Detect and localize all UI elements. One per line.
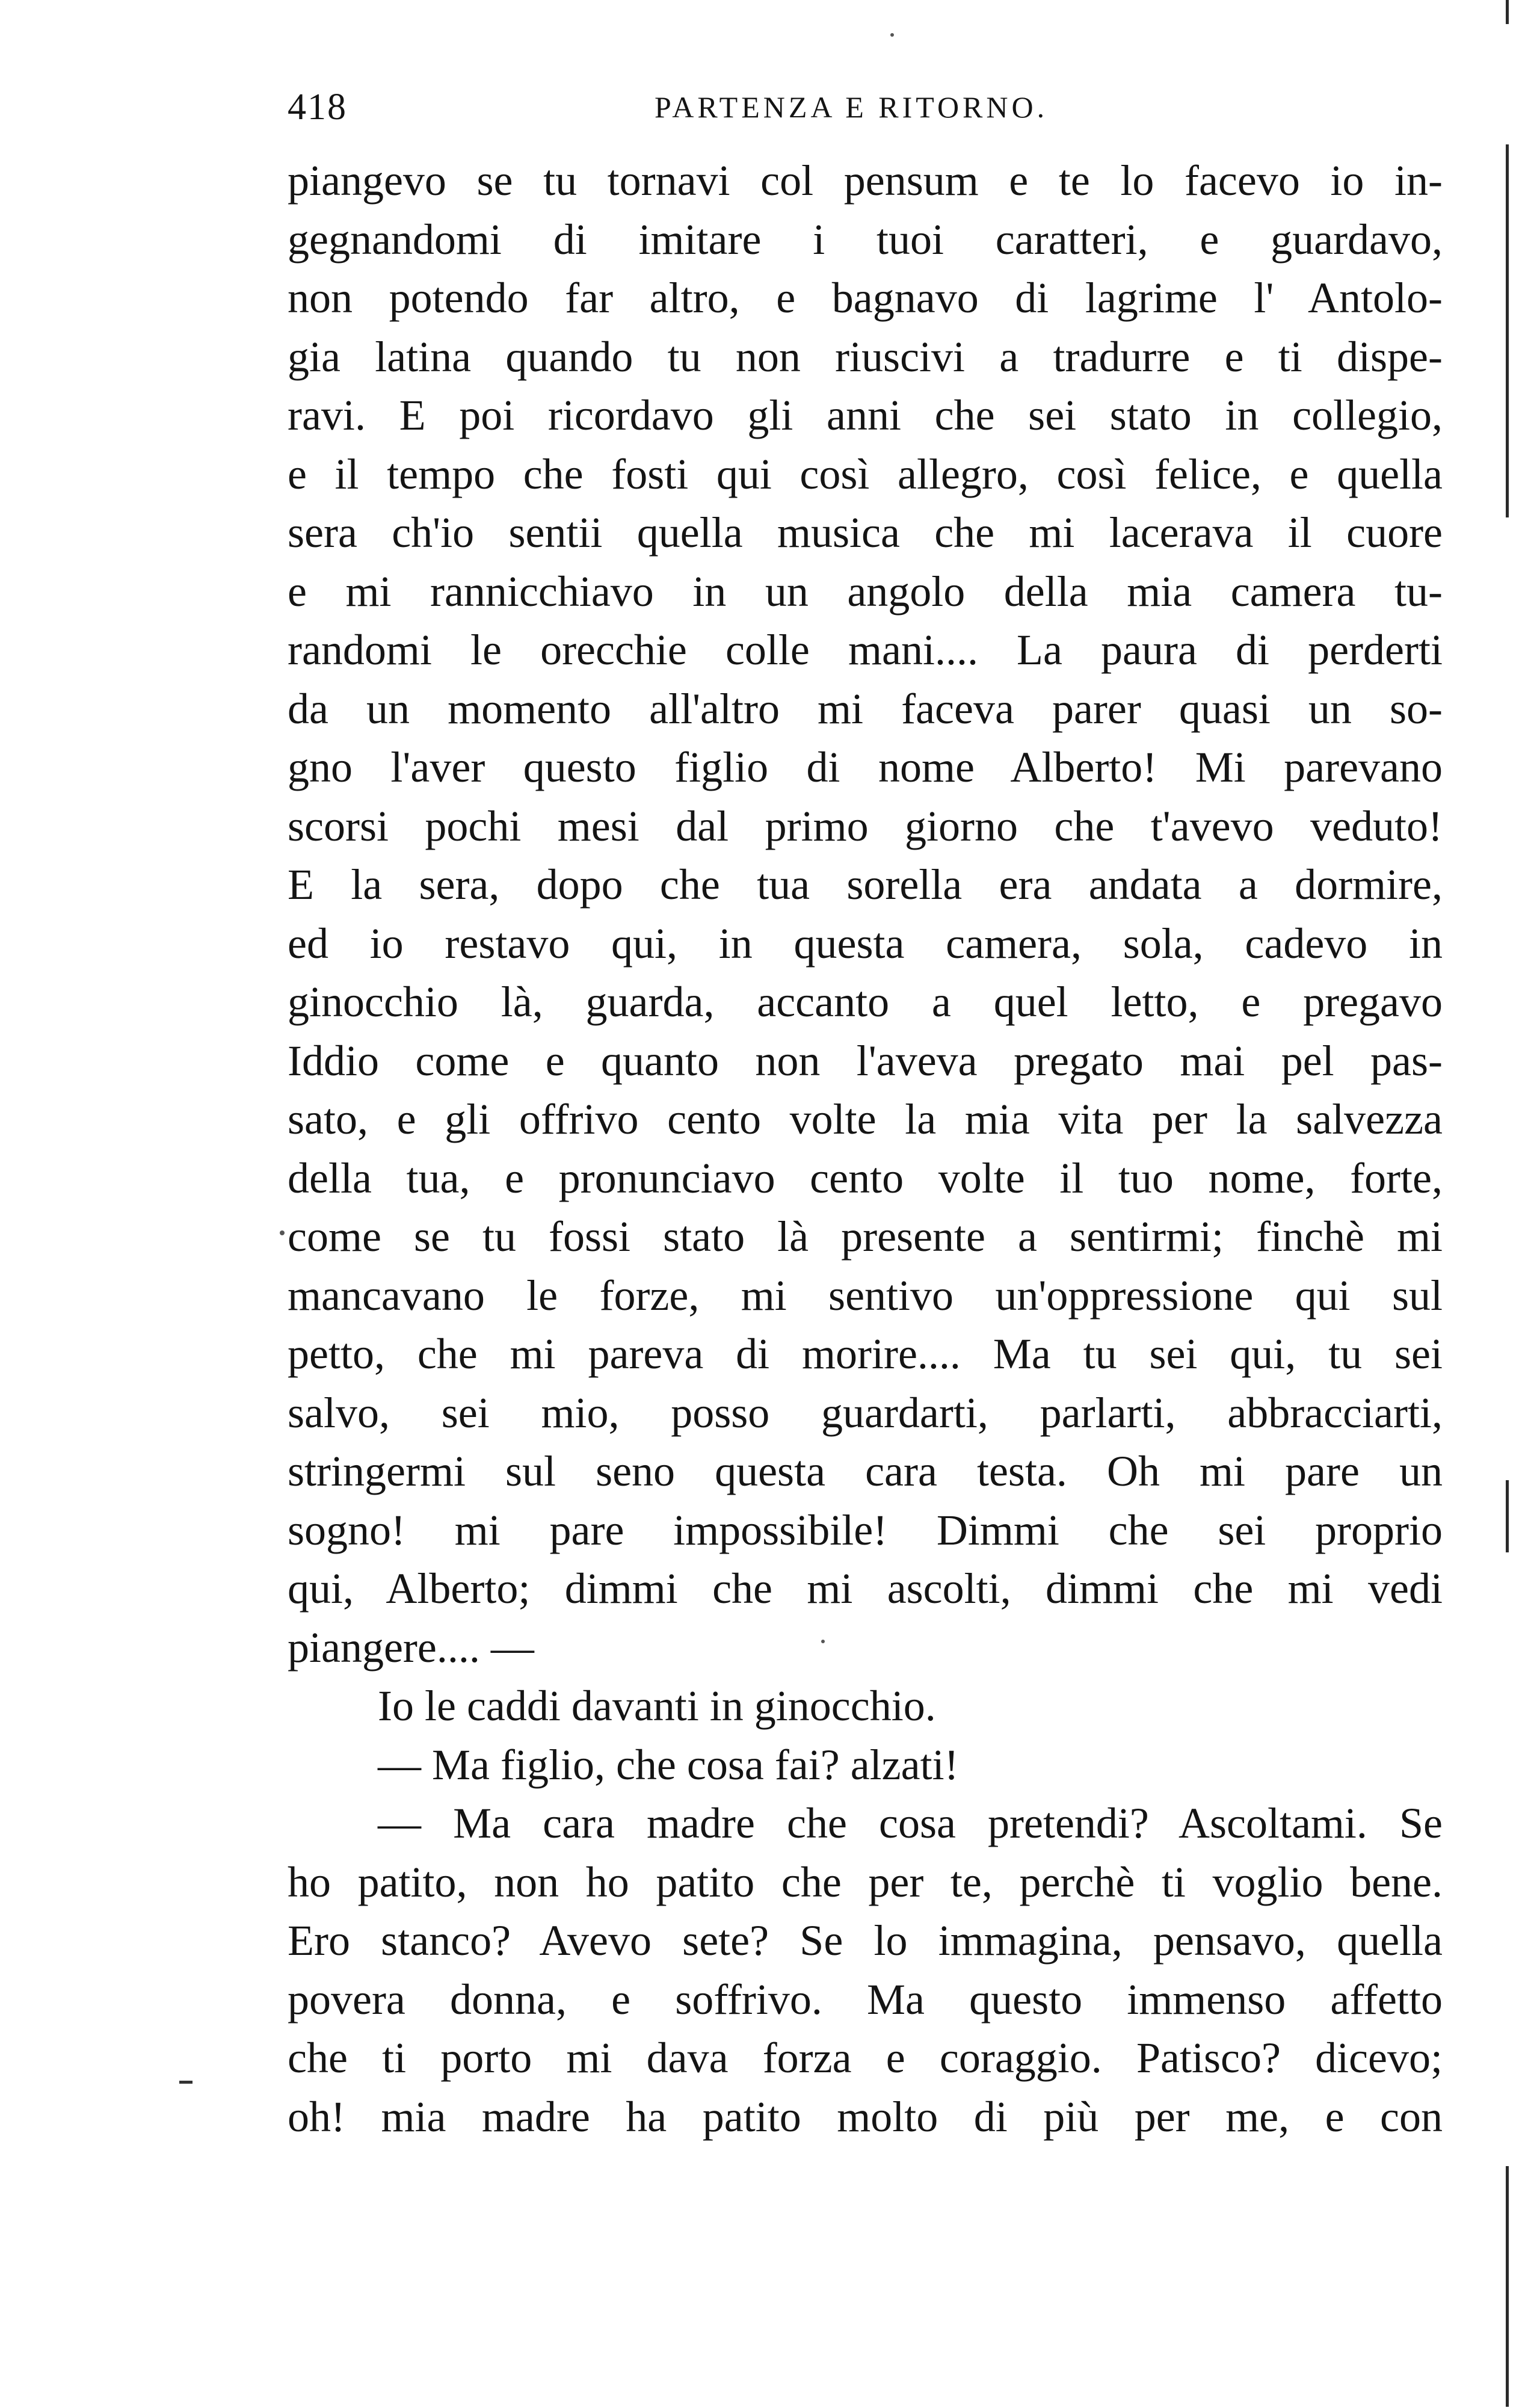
scan-stray-mark (280, 1230, 285, 1235)
text-line: Io le caddi davanti in ginocchio. (378, 1682, 936, 1730)
text-line: e mi rannicchiavo in un angolo della mia camera tu- (288, 567, 1443, 616)
text-line: qui, Alberto; dimmi che mi ascolti, dimmi che mi vedi (288, 1564, 1443, 1613)
page-header (288, 77, 1443, 137)
text-line: ravi. E poi ricordavo gli anni che sei stato in collegio, (288, 391, 1443, 439)
text-line: piangevo se tu tornavi col pensum e te lo facevo io in- (288, 156, 1443, 205)
text-line: sogno! mi pare impossibile! Dimmi che sei proprio (288, 1505, 1443, 1554)
text-line: gia latina quando tu non riuscivi a tradurre e ti dispe- (288, 332, 1443, 381)
text-line: — Ma cara madre che cosa pretendi? Ascoltami. Se (378, 1799, 1443, 1847)
scan-stray-mark (179, 2081, 193, 2084)
text-line: povera donna, e soffrivo. Ma questo immenso affetto (288, 1975, 1443, 2024)
text-line: della tua, e pronunciavo cento volte il tuo nome, forte, (288, 1153, 1443, 1202)
scan-edge-mark (1506, 0, 1509, 24)
text-line: non potendo far altro, e bagnavo di lagrime l' Antolo- (288, 274, 1443, 322)
text-line: e il tempo che fosti qui così allegro, così felice, e quella (288, 449, 1443, 498)
text-line: ed io restavo qui, in questa camera, sola, cadevo in (288, 919, 1443, 968)
text-line: — Ma figlio, che cosa fai? alzati! (378, 1740, 959, 1789)
text-line: E la sera, dopo che tua sorella era andata a dormire, (288, 860, 1443, 909)
scan-stray-mark (821, 1640, 825, 1643)
text-line: come se tu fossi stato là presente a sentirmi; finchè mi (288, 1212, 1443, 1261)
page-number: 418 (288, 87, 347, 128)
text-line: Ero stanco? Avevo sete? Se lo immagina, pensavo, quella (288, 1916, 1443, 1965)
text-line: che ti porto mi dava forza e coraggio. Patisco? dicevo; (288, 2034, 1443, 2082)
scan-edge-mark (1506, 1480, 1509, 1552)
text-line: piangere.... — (288, 1623, 534, 1672)
text-line: gno l'aver questo figlio di nome Alberto! Mi parevano (288, 743, 1443, 791)
scan-edge-mark (1506, 2166, 1509, 2407)
running-head: PARTENZA E RITORNO. (655, 90, 1049, 124)
scan-edge-mark (1506, 144, 1509, 517)
text-line: da un momento all'altro mi faceva parer quasi un so- (288, 684, 1443, 733)
text-line: Iddio come e quanto non l'aveva pregato mai pel pas- (288, 1036, 1443, 1085)
text-line: mancavano le forze, mi sentivo un'oppressione qui sul (288, 1271, 1443, 1320)
body-text (288, 152, 1443, 2146)
text-line: sato, e gli offrivo cento volte la mia vita per la salvezza (288, 1095, 1443, 1143)
text-line: ginocchio là, guarda, accanto a quel letto, e pregavo (288, 978, 1443, 1026)
text-line: gegnandomi di imitare i tuoi caratteri, e guardavo, (288, 215, 1443, 264)
text-line: ho patito, non ho patito che per te, perchè ti voglio bene. (288, 1857, 1443, 1906)
text-line: oh! mia madre ha patito molto di più per me, e con (288, 2092, 1443, 2141)
text-line: petto, che mi pareva di morire.... Ma tu sei qui, tu sei (288, 1330, 1443, 1378)
text-line: randomi le orecchie colle mani.... La paura di perderti (288, 626, 1443, 674)
text-line: salvo, sei mio, posso guardarti, parlarti, abbracciarti, (288, 1388, 1443, 1437)
scan-stray-mark (890, 33, 894, 37)
text-line: sera ch'io sentii quella musica che mi lacerava il cuore (288, 508, 1443, 557)
text-line: scorsi pochi mesi dal primo giorno che t'avevo veduto! (288, 801, 1443, 850)
text-line: stringermi sul seno questa cara testa. Oh mi pare un (288, 1447, 1443, 1495)
